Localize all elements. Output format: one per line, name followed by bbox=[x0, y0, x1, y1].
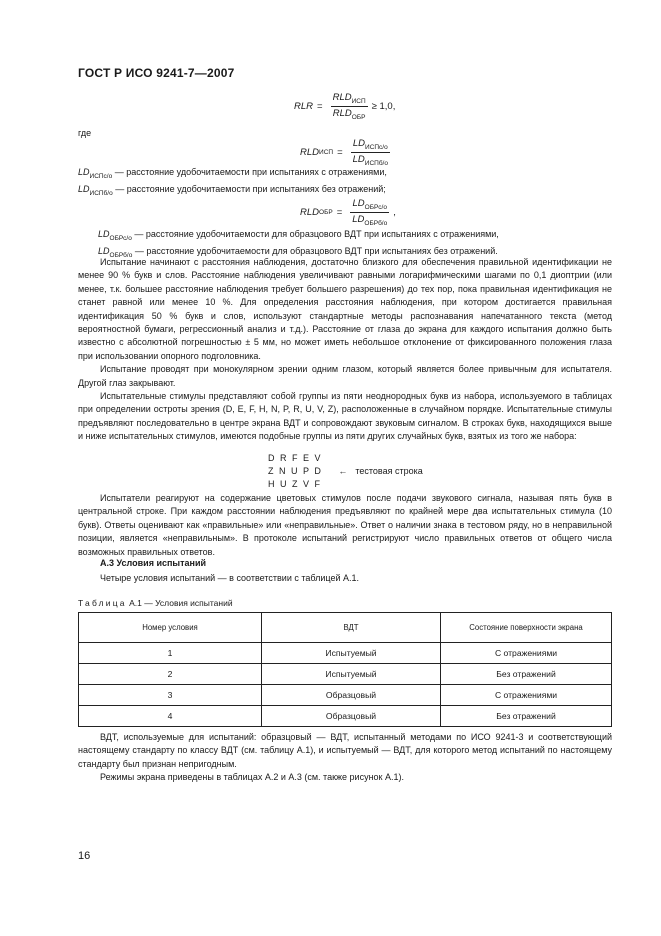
body-text-after-table bbox=[78, 731, 612, 785]
table-row bbox=[79, 706, 612, 727]
definition-line: $LD_{ОБРс/о}$ — расстояние удобочитаемости для образцового ВДТ при испытаниях с отражениями, bbox=[98, 229, 499, 242]
paragraph: Испытание проводят при монокулярном зрении одним глазом, который является более привычным для испытателя. Другой глаз закрывают. bbox=[78, 364, 612, 388]
table-cell: Без отражений bbox=[441, 664, 612, 685]
definition-line: $LD_{ИСПб/о}$ — расстояние удобочитаемости при испытаниях без отражений; bbox=[78, 183, 386, 197]
section-title: А.3 Условия испытаний bbox=[100, 558, 207, 568]
letter-row-test: Z N U P D ← тестовая строка bbox=[268, 466, 423, 476]
definition-line: $LD_{ИСПс/о}$ — расстояние удобочитаемости при испытаниях с отражениями, bbox=[78, 167, 387, 180]
letter-row: D R F E V bbox=[268, 453, 323, 463]
definitions-isp bbox=[78, 166, 387, 200]
table-cell: Образцовый bbox=[262, 706, 441, 727]
table-cell: 1 bbox=[79, 643, 262, 664]
table-cell: 4 bbox=[79, 706, 262, 727]
formula-rlr-rhs: ≥ 1,0, bbox=[371, 100, 396, 112]
where-label: где bbox=[78, 128, 92, 138]
table-cell: Испытуемый bbox=[262, 664, 441, 685]
body-text-after-letters bbox=[78, 492, 612, 559]
table-cell: С отражениями bbox=[441, 685, 612, 706]
page-number: 16 bbox=[78, 850, 91, 862]
definition-line: $LD_{ОБРб/о}$ — расстояние удобочитаемости для образцового ВДТ при испытаниях без отражений. bbox=[98, 245, 498, 259]
table-header-row bbox=[79, 613, 612, 643]
formula-rld-obr: RLD ОБР = $\frac{LD_{ОБРс/о}}{LD_{ОБРб/о}}$ , bbox=[300, 198, 396, 227]
table-cell: Без отражений bbox=[441, 706, 612, 727]
arrow-left-icon: ← bbox=[338, 466, 348, 476]
table-cell: 2 bbox=[79, 664, 262, 685]
letter-stimuli bbox=[268, 452, 423, 491]
table-header-cell: Номер условия bbox=[79, 613, 262, 643]
test-row-label: тестовая строка bbox=[355, 466, 423, 476]
table-row bbox=[79, 643, 612, 664]
formula-rld-isp: RLD ИСП = $\frac{LD_{ИСПс/о}}{LD_{ИСПб/о}}$ bbox=[300, 138, 388, 167]
section-line: Четыре условия испытаний — в соответствии с таблицей А.1. bbox=[100, 573, 360, 583]
formula-rlr-lhs: RLR bbox=[294, 100, 314, 112]
formula-rld-isp-fraction: $\frac{LD_{ИСПс/о}}{LD_{ИСПб/о}}$ bbox=[352, 138, 388, 167]
paragraph: Испытатели реагируют на содержание цветовых стимулов после подачи звукового сигнала, называя пять букв в центральной строке. При каждом расстоянии наблюдения предъявляют по крайней мере два испытательных стимула (10 букв). Ответы оценивают как «правильные» или «неправильные». Ответ о наличии знака в тестовом ряду, но в неправильной позиции, является «неправильным». В протоколе испытаний регистрируют число правильных ответов от общего числа возможных правильных ответов. bbox=[78, 493, 612, 557]
formula-rlr: RLR = $\frac{RLD_{ИСП}}{RLD_{ОБР}}$ ≥ 1,0, bbox=[294, 92, 396, 121]
table-cell: 3 bbox=[79, 685, 262, 706]
table-row bbox=[79, 685, 612, 706]
paragraph: Испытание начинают с расстояния наблюдения, достаточно близкого для обеспечения правильной идентификации не менее 90 % букв и слов. Расстояние наблюдения увеличивают равными логарифмическими шагами по 0,1 диоптрии (или менее, т.к. большее расстояние наблюдения требует большего разрешения) до тех пор, пока правильная идентификация не станет равной или менее 10 %. Для определения расстояния наблюдения, при котором достигается правильная идентификация 50 % букв и слов, используют стандартные методы распознавания напечатанного текста (метод вероятностной бумаги, регрессионный анализ и т.д.). Расстояние от глаза до экрана для каждого испытания должно быть известно с абсолютной погрешностью ± 5 мм, но может иметь небольшое отклонение от фиксированного положения глаза при использовании опорного подголовника. bbox=[78, 257, 612, 361]
table-header-cell: Состояние поверхности экрана bbox=[441, 613, 612, 643]
table-cell: Образцовый bbox=[262, 685, 441, 706]
table-cell: С отражениями bbox=[441, 643, 612, 664]
table-cell: Испытуемый bbox=[262, 643, 441, 664]
document-header: ГОСТ Р ИСО 9241-7—2007 bbox=[78, 66, 235, 80]
table-row bbox=[79, 664, 612, 685]
body-text bbox=[78, 256, 612, 444]
paragraph: ВДТ, используемые для испытаний: образцовый — ВДТ, испытанный методами по ИСО 9241-3 и соответствующий настоящему стандарту по классу ВДТ (см. таблицу А.1), и испытуемый — ВДТ, для которого метод испытаний по настоящему стандарту был признан непригодным. bbox=[78, 732, 612, 769]
formula-rlr-fraction: $\frac{RLD_{ИСП}}{RLD_{ОБР}}$ bbox=[332, 92, 366, 121]
letter-row: H U Z V F bbox=[268, 479, 322, 489]
paragraph: Режимы экрана приведены в таблицах А.2 и А.3 (см. также рисунок А.1). bbox=[100, 772, 404, 783]
table-header-cell: ВДТ bbox=[262, 613, 441, 643]
conditions-table bbox=[78, 612, 612, 727]
formula-rld-obr-fraction: $\frac{LD_{ОБРс/о}}{LD_{ОБРб/о}}$ bbox=[352, 198, 388, 227]
table-caption: Таблица А.1 — Условия испытаний bbox=[78, 598, 233, 608]
paragraph: Испытательные стимулы представляют собой группы из пяти неоднородных букв из набора, используемого в таблицах при определении остроты зрения (D, E, F, H, N, P, R, U, V, Z), расположенные в случайном порядке. Испытательные стимулы предъявляют последовательно в центре экрана ВДТ и сопровождают звуковым сигналом. В строках букв, находящихся выше и ниже испытательных стимулов, имеются подобные группы из пяти других случайных букв, взятых из того же набора: bbox=[78, 391, 612, 442]
